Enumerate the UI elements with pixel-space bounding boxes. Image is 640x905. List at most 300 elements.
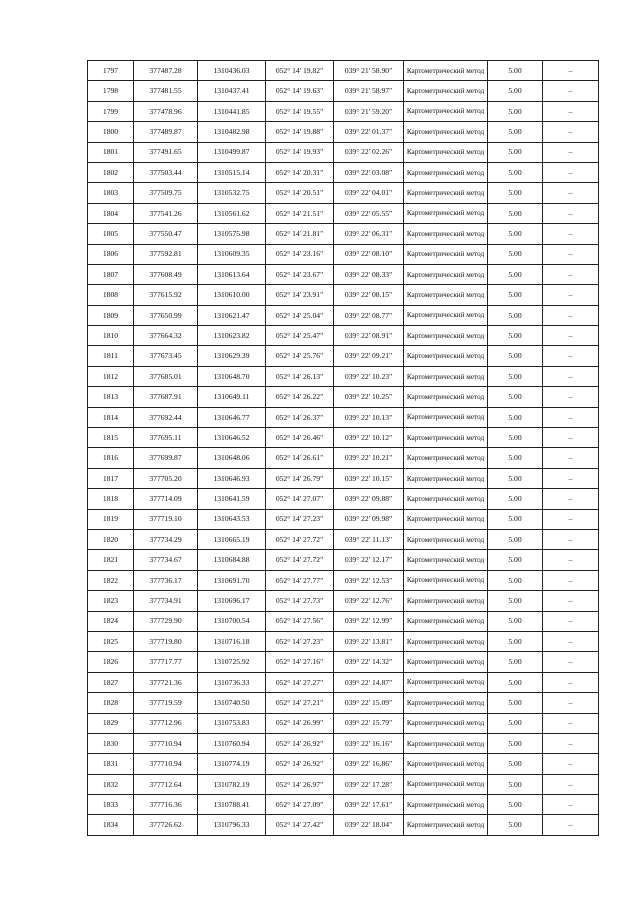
method-cell: Картометрический метод: [404, 733, 488, 753]
y-coordinate-cell: 1310621.47: [198, 305, 266, 325]
y-coordinate-cell: 1310788.41: [198, 795, 266, 815]
x-coordinate-cell: 377509.75: [134, 183, 198, 203]
latitude-cell: 052° 14' 19.63": [266, 81, 334, 101]
point-number-cell: 1828: [88, 693, 134, 713]
description-cell: –: [543, 795, 599, 815]
point-number-cell: 1813: [88, 387, 134, 407]
latitude-cell: 052° 14' 26.92": [266, 733, 334, 753]
y-coordinate-cell: 1310736.33: [198, 672, 266, 692]
y-coordinate-cell: 1310643.53: [198, 509, 266, 529]
point-number-cell: 1798: [88, 81, 134, 101]
table-row: [88, 81, 599, 101]
description-cell: –: [543, 815, 599, 835]
accuracy-cell: 5.00: [488, 815, 543, 835]
y-coordinate-cell: 1310623.82: [198, 326, 266, 346]
description-cell: –: [543, 774, 599, 794]
description-cell: –: [543, 448, 599, 468]
longitude-cell: 039° 22' 01.37": [334, 122, 404, 142]
table-row: [88, 754, 599, 774]
accuracy-cell: 5.00: [488, 795, 543, 815]
x-coordinate-cell: 377717.77: [134, 652, 198, 672]
accuracy-cell: 5.00: [488, 570, 543, 590]
latitude-cell: 052° 14' 26.79": [266, 468, 334, 488]
method-cell: Картометрический метод: [404, 346, 488, 366]
accuracy-cell: 5.00: [488, 305, 543, 325]
description-cell: –: [543, 733, 599, 753]
longitude-cell: 039° 22' 08.10": [334, 244, 404, 264]
accuracy-cell: 5.00: [488, 346, 543, 366]
description-cell: –: [543, 142, 599, 162]
latitude-cell: 052° 14' 23.67": [266, 264, 334, 284]
table-row: [88, 529, 599, 549]
longitude-cell: 039° 22' 08.91": [334, 326, 404, 346]
point-number-cell: 1827: [88, 672, 134, 692]
y-coordinate-cell: 1310700.54: [198, 611, 266, 631]
accuracy-cell: 5.00: [488, 101, 543, 121]
description-cell: –: [543, 203, 599, 223]
longitude-cell: 039° 22' 05.55": [334, 203, 404, 223]
point-number-cell: 1815: [88, 428, 134, 448]
y-coordinate-cell: 1310499.87: [198, 142, 266, 162]
accuracy-cell: 5.00: [488, 611, 543, 631]
x-coordinate-cell: 377714.09: [134, 489, 198, 509]
x-coordinate-cell: 377692.44: [134, 407, 198, 427]
method-cell: Картометрический метод: [404, 224, 488, 244]
latitude-cell: 052° 14' 25.76": [266, 346, 334, 366]
point-number-cell: 1829: [88, 713, 134, 733]
accuracy-cell: 5.00: [488, 387, 543, 407]
x-coordinate-cell: 377721.36: [134, 672, 198, 692]
latitude-cell: 052° 14' 27.16": [266, 652, 334, 672]
latitude-cell: 052° 14' 19.93": [266, 142, 334, 162]
longitude-cell: 039° 22' 04.01": [334, 183, 404, 203]
table-row: [88, 774, 599, 794]
method-cell: Картометрический метод: [404, 305, 488, 325]
longitude-cell: 039° 22' 03.08": [334, 162, 404, 182]
point-number-cell: 1831: [88, 754, 134, 774]
method-cell: Картометрический метод: [404, 122, 488, 142]
accuracy-cell: 5.00: [488, 366, 543, 386]
longitude-cell: 039° 22' 09.98": [334, 509, 404, 529]
x-coordinate-cell: 377478.96: [134, 101, 198, 121]
method-cell: Картометрический метод: [404, 142, 488, 162]
description-cell: –: [543, 652, 599, 672]
y-coordinate-cell: 1310691.70: [198, 570, 266, 590]
latitude-cell: 052° 14' 26.13": [266, 366, 334, 386]
method-cell: Картометрический метод: [404, 387, 488, 407]
y-coordinate-cell: 1310782.19: [198, 774, 266, 794]
longitude-cell: 039° 21' 58.97": [334, 81, 404, 101]
y-coordinate-cell: 1310648.70: [198, 366, 266, 386]
y-coordinate-cell: 1310725.92: [198, 652, 266, 672]
latitude-cell: 052° 14' 27.72": [266, 550, 334, 570]
table-row: [88, 713, 599, 733]
longitude-cell: 039° 22' 08.33": [334, 264, 404, 284]
latitude-cell: 052° 14' 26.37": [266, 407, 334, 427]
longitude-cell: 039° 22' 08.77": [334, 305, 404, 325]
accuracy-cell: 5.00: [488, 428, 543, 448]
description-cell: –: [543, 285, 599, 305]
longitude-cell: 039° 22' 10.21": [334, 448, 404, 468]
accuracy-cell: 5.00: [488, 81, 543, 101]
method-cell: Картометрический метод: [404, 407, 488, 427]
y-coordinate-cell: 1310610.00: [198, 285, 266, 305]
latitude-cell: 052° 14' 20.31": [266, 162, 334, 182]
x-coordinate-cell: 377650.99: [134, 305, 198, 325]
table-row: [88, 815, 599, 835]
point-number-cell: 1822: [88, 570, 134, 590]
longitude-cell: 039° 22' 16.86": [334, 754, 404, 774]
accuracy-cell: 5.00: [488, 754, 543, 774]
table-row: [88, 468, 599, 488]
table-row: [88, 448, 599, 468]
x-coordinate-cell: 377695.11: [134, 428, 198, 448]
y-coordinate-cell: 1310646.93: [198, 468, 266, 488]
table-row: [88, 346, 599, 366]
description-cell: –: [543, 346, 599, 366]
y-coordinate-cell: 1310575.98: [198, 224, 266, 244]
table-row: [88, 387, 599, 407]
method-cell: Картометрический метод: [404, 203, 488, 223]
x-coordinate-cell: 377489.87: [134, 122, 198, 142]
accuracy-cell: 5.00: [488, 407, 543, 427]
point-number-cell: 1832: [88, 774, 134, 794]
y-coordinate-cell: 1310753.83: [198, 713, 266, 733]
description-cell: –: [543, 468, 599, 488]
longitude-cell: 039° 22' 10.23": [334, 366, 404, 386]
y-coordinate-cell: 1310629.39: [198, 346, 266, 366]
x-coordinate-cell: 377550.47: [134, 224, 198, 244]
table-row: [88, 489, 599, 509]
accuracy-cell: 5.00: [488, 224, 543, 244]
table-row: [88, 61, 599, 81]
longitude-cell: 039° 22' 10.13": [334, 407, 404, 427]
longitude-cell: 039° 22' 12.17": [334, 550, 404, 570]
method-cell: Картометрический метод: [404, 631, 488, 651]
table-row: [88, 142, 599, 162]
accuracy-cell: 5.00: [488, 774, 543, 794]
method-cell: Картометрический метод: [404, 468, 488, 488]
longitude-cell: 039° 21' 58.90": [334, 61, 404, 81]
y-coordinate-cell: 1310441.85: [198, 101, 266, 121]
x-coordinate-cell: 377719.10: [134, 509, 198, 529]
table-row: [88, 407, 599, 427]
point-number-cell: 1806: [88, 244, 134, 264]
latitude-cell: 052° 14' 27.72": [266, 529, 334, 549]
latitude-cell: 052° 14' 19.82": [266, 61, 334, 81]
latitude-cell: 052° 14' 27.07": [266, 489, 334, 509]
method-cell: Картометрический метод: [404, 285, 488, 305]
y-coordinate-cell: 1310646.52: [198, 428, 266, 448]
description-cell: –: [543, 693, 599, 713]
longitude-cell: 039° 22' 02.26": [334, 142, 404, 162]
y-coordinate-cell: 1310760.94: [198, 733, 266, 753]
accuracy-cell: 5.00: [488, 326, 543, 346]
table-row: [88, 550, 599, 570]
y-coordinate-cell: 1310774.19: [198, 754, 266, 774]
y-coordinate-cell: 1310641.59: [198, 489, 266, 509]
table-row: [88, 122, 599, 142]
longitude-cell: 039° 22' 17.61": [334, 795, 404, 815]
y-coordinate-cell: 1310684.88: [198, 550, 266, 570]
x-coordinate-cell: 377541.26: [134, 203, 198, 223]
description-cell: –: [543, 611, 599, 631]
point-number-cell: 1808: [88, 285, 134, 305]
x-coordinate-cell: 377673.45: [134, 346, 198, 366]
method-cell: Картометрический метод: [404, 693, 488, 713]
point-number-cell: 1800: [88, 122, 134, 142]
method-cell: Картометрический метод: [404, 162, 488, 182]
table-row: [88, 183, 599, 203]
x-coordinate-cell: 377726.62: [134, 815, 198, 835]
x-coordinate-cell: 377710.94: [134, 754, 198, 774]
latitude-cell: 052° 14' 27.23": [266, 631, 334, 651]
accuracy-cell: 5.00: [488, 468, 543, 488]
x-coordinate-cell: 377487.28: [134, 61, 198, 81]
latitude-cell: 052° 14' 23.16": [266, 244, 334, 264]
latitude-cell: 052° 14' 26.22": [266, 387, 334, 407]
method-cell: Картометрический метод: [404, 81, 488, 101]
table-row: [88, 162, 599, 182]
point-number-cell: 1814: [88, 407, 134, 427]
method-cell: Картометрический метод: [404, 550, 488, 570]
table-row: [88, 101, 599, 121]
description-cell: –: [543, 407, 599, 427]
latitude-cell: 052° 14' 27.09": [266, 795, 334, 815]
longitude-cell: 039° 22' 14.32": [334, 652, 404, 672]
point-number-cell: 1816: [88, 448, 134, 468]
longitude-cell: 039° 22' 17.28": [334, 774, 404, 794]
latitude-cell: 052° 14' 23.91": [266, 285, 334, 305]
table-row: [88, 224, 599, 244]
table-row: [88, 672, 599, 692]
accuracy-cell: 5.00: [488, 122, 543, 142]
accuracy-cell: 5.00: [488, 733, 543, 753]
latitude-cell: 052° 14' 27.77": [266, 570, 334, 590]
accuracy-cell: 5.00: [488, 693, 543, 713]
description-cell: –: [543, 101, 599, 121]
y-coordinate-cell: 1310515.14: [198, 162, 266, 182]
y-coordinate-cell: 1310613.64: [198, 264, 266, 284]
latitude-cell: 052° 14' 27.27": [266, 672, 334, 692]
table-row: [88, 631, 599, 651]
longitude-cell: 039° 22' 13.81": [334, 631, 404, 651]
method-cell: Картометрический метод: [404, 795, 488, 815]
method-cell: Картометрический метод: [404, 326, 488, 346]
table-row: [88, 264, 599, 284]
method-cell: Картометрический метод: [404, 244, 488, 264]
point-number-cell: 1834: [88, 815, 134, 835]
x-coordinate-cell: 377592.81: [134, 244, 198, 264]
x-coordinate-cell: 377719.59: [134, 693, 198, 713]
method-cell: Картометрический метод: [404, 815, 488, 835]
description-cell: –: [543, 264, 599, 284]
table-row: [88, 509, 599, 529]
y-coordinate-cell: 1310609.35: [198, 244, 266, 264]
latitude-cell: 052° 14' 26.61": [266, 448, 334, 468]
point-number-cell: 1811: [88, 346, 134, 366]
accuracy-cell: 5.00: [488, 652, 543, 672]
table-row: [88, 733, 599, 753]
table-row: [88, 693, 599, 713]
x-coordinate-cell: 377503.44: [134, 162, 198, 182]
table-row: [88, 591, 599, 611]
point-number-cell: 1801: [88, 142, 134, 162]
x-coordinate-cell: 377615.92: [134, 285, 198, 305]
x-coordinate-cell: 377719.80: [134, 631, 198, 651]
coordinates-table: [87, 60, 599, 836]
point-number-cell: 1804: [88, 203, 134, 223]
longitude-cell: 039° 22' 09.88": [334, 489, 404, 509]
y-coordinate-cell: 1310696.17: [198, 591, 266, 611]
longitude-cell: 039° 22' 10.15": [334, 468, 404, 488]
point-number-cell: 1825: [88, 631, 134, 651]
accuracy-cell: 5.00: [488, 509, 543, 529]
latitude-cell: 052° 14' 21.51": [266, 203, 334, 223]
x-coordinate-cell: 377736.17: [134, 570, 198, 590]
x-coordinate-cell: 377687.91: [134, 387, 198, 407]
table-row: [88, 570, 599, 590]
longitude-cell: 039° 22' 09.21": [334, 346, 404, 366]
x-coordinate-cell: 377664.32: [134, 326, 198, 346]
description-cell: –: [543, 428, 599, 448]
method-cell: Картометрический метод: [404, 366, 488, 386]
x-coordinate-cell: 377608.49: [134, 264, 198, 284]
point-number-cell: 1803: [88, 183, 134, 203]
latitude-cell: 052° 14' 25.47": [266, 326, 334, 346]
longitude-cell: 039° 22' 15.09": [334, 693, 404, 713]
x-coordinate-cell: 377712.64: [134, 774, 198, 794]
description-cell: –: [543, 550, 599, 570]
latitude-cell: 052° 14' 27.42": [266, 815, 334, 835]
latitude-cell: 052° 14' 27.23": [266, 509, 334, 529]
table-row: [88, 285, 599, 305]
description-cell: –: [543, 591, 599, 611]
point-number-cell: 1797: [88, 61, 134, 81]
longitude-cell: 039° 22' 16.16": [334, 733, 404, 753]
point-number-cell: 1833: [88, 795, 134, 815]
y-coordinate-cell: 1310532.75: [198, 183, 266, 203]
x-coordinate-cell: 377712.96: [134, 713, 198, 733]
accuracy-cell: 5.00: [488, 631, 543, 651]
x-coordinate-cell: 377685.01: [134, 366, 198, 386]
accuracy-cell: 5.00: [488, 285, 543, 305]
method-cell: Картометрический метод: [404, 529, 488, 549]
method-cell: Картометрический метод: [404, 428, 488, 448]
point-number-cell: 1799: [88, 101, 134, 121]
y-coordinate-cell: 1310796.33: [198, 815, 266, 835]
y-coordinate-cell: 1310437.41: [198, 81, 266, 101]
description-cell: –: [543, 326, 599, 346]
point-number-cell: 1826: [88, 652, 134, 672]
accuracy-cell: 5.00: [488, 264, 543, 284]
point-number-cell: 1821: [88, 550, 134, 570]
longitude-cell: 039° 22' 10.25": [334, 387, 404, 407]
description-cell: –: [543, 122, 599, 142]
table-row: [88, 203, 599, 223]
y-coordinate-cell: 1310561.62: [198, 203, 266, 223]
method-cell: Картометрический метод: [404, 672, 488, 692]
method-cell: Картометрический метод: [404, 611, 488, 631]
point-number-cell: 1824: [88, 611, 134, 631]
accuracy-cell: 5.00: [488, 550, 543, 570]
point-number-cell: 1809: [88, 305, 134, 325]
method-cell: Картометрический метод: [404, 570, 488, 590]
point-number-cell: 1807: [88, 264, 134, 284]
x-coordinate-cell: 377734.67: [134, 550, 198, 570]
method-cell: Картометрический метод: [404, 101, 488, 121]
x-coordinate-cell: 377491.65: [134, 142, 198, 162]
method-cell: Картометрический метод: [404, 61, 488, 81]
x-coordinate-cell: 377716.36: [134, 795, 198, 815]
description-cell: –: [543, 224, 599, 244]
y-coordinate-cell: 1310649.11: [198, 387, 266, 407]
x-coordinate-cell: 377699.87: [134, 448, 198, 468]
x-coordinate-cell: 377734.29: [134, 529, 198, 549]
accuracy-cell: 5.00: [488, 713, 543, 733]
accuracy-cell: 5.00: [488, 203, 543, 223]
latitude-cell: 052° 14' 19.55": [266, 101, 334, 121]
latitude-cell: 052° 14' 27.56": [266, 611, 334, 631]
point-number-cell: 1818: [88, 489, 134, 509]
method-cell: Картометрический метод: [404, 448, 488, 468]
point-number-cell: 1823: [88, 591, 134, 611]
description-cell: –: [543, 529, 599, 549]
table-row: [88, 652, 599, 672]
accuracy-cell: 5.00: [488, 448, 543, 468]
y-coordinate-cell: 1310482.98: [198, 122, 266, 142]
x-coordinate-cell: 377729.90: [134, 611, 198, 631]
accuracy-cell: 5.00: [488, 489, 543, 509]
method-cell: Картометрический метод: [404, 591, 488, 611]
x-coordinate-cell: 377734.91: [134, 591, 198, 611]
description-cell: –: [543, 489, 599, 509]
method-cell: Картометрический метод: [404, 652, 488, 672]
point-number-cell: 1802: [88, 162, 134, 182]
point-number-cell: 1810: [88, 326, 134, 346]
method-cell: Картометрический метод: [404, 509, 488, 529]
longitude-cell: 039° 22' 12.53": [334, 570, 404, 590]
method-cell: Картометрический метод: [404, 754, 488, 774]
longitude-cell: 039° 21' 59.20": [334, 101, 404, 121]
description-cell: –: [543, 305, 599, 325]
description-cell: –: [543, 509, 599, 529]
table-row: [88, 795, 599, 815]
table-row: [88, 305, 599, 325]
description-cell: –: [543, 387, 599, 407]
y-coordinate-cell: 1310665.19: [198, 529, 266, 549]
longitude-cell: 039° 22' 14.87": [334, 672, 404, 692]
y-coordinate-cell: 1310740.50: [198, 693, 266, 713]
longitude-cell: 039° 22' 12.99": [334, 611, 404, 631]
latitude-cell: 052° 14' 26.97": [266, 774, 334, 794]
table-row: [88, 366, 599, 386]
description-cell: –: [543, 244, 599, 264]
table-row: [88, 428, 599, 448]
point-number-cell: 1820: [88, 529, 134, 549]
x-coordinate-cell: 377710.94: [134, 733, 198, 753]
table-row: [88, 326, 599, 346]
accuracy-cell: 5.00: [488, 591, 543, 611]
method-cell: Картометрический метод: [404, 713, 488, 733]
latitude-cell: 052° 14' 19.88": [266, 122, 334, 142]
latitude-cell: 052° 14' 26.99": [266, 713, 334, 733]
y-coordinate-cell: 1310648.06: [198, 448, 266, 468]
description-cell: –: [543, 366, 599, 386]
longitude-cell: 039° 22' 10.12": [334, 428, 404, 448]
accuracy-cell: 5.00: [488, 162, 543, 182]
description-cell: –: [543, 754, 599, 774]
